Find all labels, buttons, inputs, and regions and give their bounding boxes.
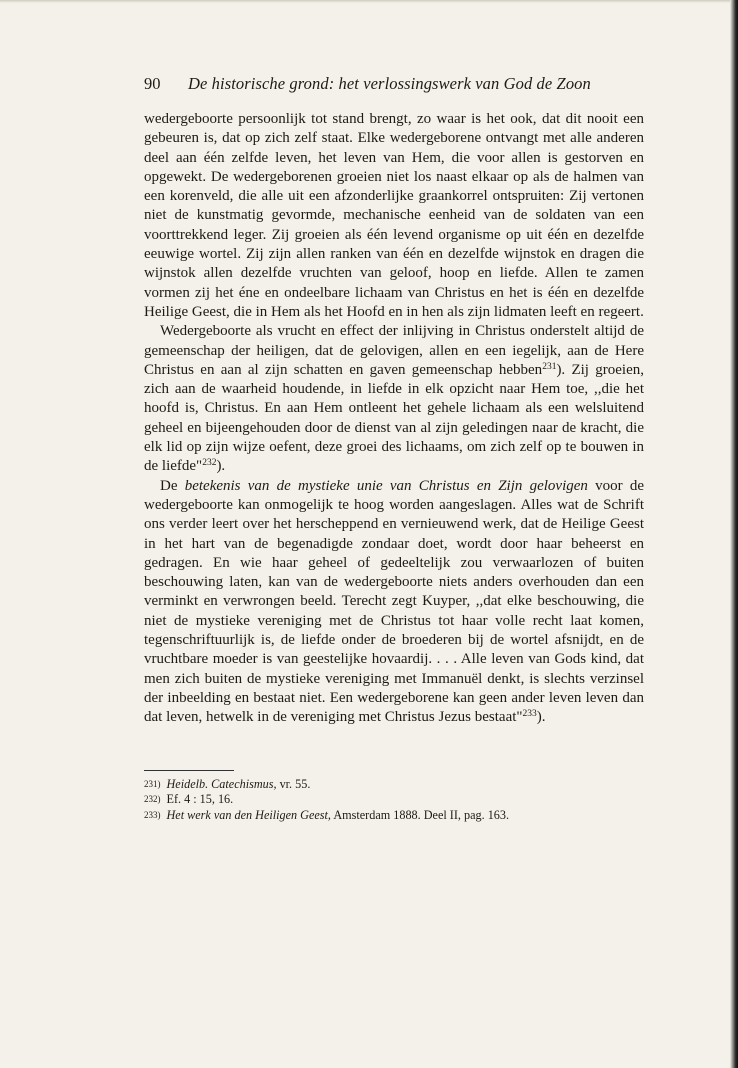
paragraph-3-emphasis: betekenis van de mystieke unie van Christus en Zijn gelovigen [184, 477, 588, 494]
footnote-text [167, 777, 311, 793]
footnote-divider [144, 770, 234, 771]
footnote-text [167, 792, 234, 808]
footnotes [144, 777, 644, 824]
running-head [144, 74, 644, 98]
footnote-ref-232: 232 [202, 458, 217, 469]
footnote-rest: Ef. 4 : 15, 16. [166, 792, 234, 806]
footnote-rest: vr. 55. [276, 776, 311, 791]
footnote-233 [144, 808, 644, 824]
footnote-mark: 231) [144, 778, 161, 789]
paragraph-3-text-c: ). [536, 709, 546, 726]
running-title: De historische grond: het verlossingswerk van God de Zoon [188, 74, 591, 93]
footnote-231 [144, 777, 644, 793]
paragraph-3 [144, 477, 644, 728]
paragraph-3-text-b: voor de wedergeboorte kan onmogelijk te hoog worden aangeslagen. Alles wat de Schrift ons verder leert over het herscheppend en vernieuwend werk, dat de Heilige Geest in het hart van de begenadigde zondaar doet, wordt door haar beheerst en gedragen. En wie haar geheel of gedeeltelijk zou verwaarlozen of buiten beschouwing laten, kan van de wedergeboorte niets anders overhouden dan een verminkt en verwrongen beeld. Terecht zegt Kuyper, ,,dat elke beschouwing, die niet de mystieke vereniging met de Christus tot haar volle recht laat komen, tegenschriftuurlijk is, de liefde onder de broederen bij de wortel afsnijdt, en de vruchtbare moeder is van geestelijke hovaardij. . . . Alle leven van Gods kind, dat men zich buiten de mystieke vereniging met Immanuël denkt, is slechts verzinsel der inbeelding en bestaat niet. Een wedergeborene kan geen ander leven leven dan dat leven, hetwelk in de vereniging met Christus Jezus bestaat" [144, 477, 645, 726]
paragraph-3-text-a: De [160, 477, 185, 494]
footnote-232 [144, 792, 644, 808]
page-edge-shadow [730, 0, 738, 1068]
body-text [144, 110, 644, 728]
footnote-ref-231: 231 [542, 361, 557, 372]
page-top-edge [0, 0, 738, 3]
paragraph-2-text-b: ). Zij groeien, zich aan de waarheid houdende, in liefde in elk opzicht naar Hem toe, ,,die het hoofd is, Christus. En aan Hem ontleent het gehele lichaam als een welsluitend geheel en bijeengehouden door de dienst van al zijn geledingen naar de kracht, die elk lid op zijn wijze oefent, deze groei des lichaams, om zich zelf op te bouwen in de liefde" [144, 361, 644, 475]
footnote-mark: 233) [144, 809, 161, 820]
footnote-title: Het werk van den Heiligen Geest, [166, 807, 331, 822]
paragraph-1: wedergeboorte persoonlijk tot stand brengt, zo waar is het ook, dat dit nooit een gebeuren is, dat op zich zelf staat. Elke wedergeborene ontvangt met alle anderen deel aan één zelfde leven, het leven van Hem, die voor allen is gestorven en opgewekt. De wedergeborenen groeien niet los naast elkaar op als de halmen van een korenveld, die alle uit een afzonderlijke graankorrel ontspruiten: Zij vertonen niet de kunstmatig gevormde, mechanische eenheid van de soldaten van een voorttrekkend leger. Zij groeien als één levend organisme op uit één en dezelfde eeuwige wortel. Zij zijn allen ranken van één en dezelfde wijnstok en dragen die wijnstok allen dezelfde vruchten van geloof, hoop en liefde. Allen te zamen vormen zij het éne en ondeelbare lichaam van Christus en het is één en dezelfde Heilige Geest, die in Hem als het Hoofd en in hen als zijn lidmaten leeft en regeert. [144, 111, 644, 320]
footnote-title: Heidelb. Catechismus, [166, 776, 277, 791]
footnote-mark: 232) [144, 794, 161, 804]
paragraph-2-text-a: Wedergeboorte als vrucht en effect der inlijving in Christus onderstelt altijd de gemeenschap der heiligen, dat de gelovigen, allen en een iegelijk, aan de Here Christus en aan al zijn schatten en gaven gemeenschap hebben [144, 323, 644, 378]
footnote-ref-233: 233 [522, 709, 537, 720]
page-number: 90 [144, 74, 161, 93]
paragraph-2 [144, 322, 644, 476]
book-page [144, 74, 644, 823]
footnote-rest: Amsterdam 1888. Deel II, pag. 163. [330, 807, 510, 822]
footnote-text [167, 808, 510, 824]
paragraph-2-text-c: ). [216, 458, 226, 475]
